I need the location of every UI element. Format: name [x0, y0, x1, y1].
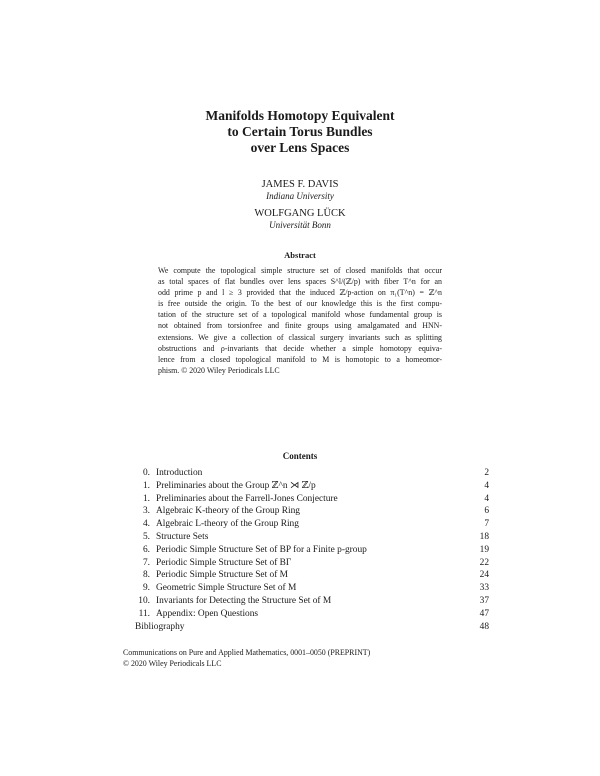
toc-title: Periodic Simple Structure Set of M — [156, 570, 289, 581]
abstract-line: not obtained from torsionfree and finite groups using amalgamated and HNN- — [158, 321, 442, 331]
title-line: Manifolds Homotopy Equivalent — [205, 108, 395, 123]
toc-title: Bibliography — [135, 621, 185, 632]
toc-number: 0. — [142, 468, 150, 478]
toc-page-number: 18 — [479, 531, 489, 542]
toc-number: 8. — [142, 570, 150, 581]
author-affiliation: Universität Bonn — [269, 220, 331, 230]
toc-title: Invariants for Detecting the Structure Set of M — [156, 595, 332, 606]
toc-page-number: 2 — [484, 468, 489, 478]
copyright-line: © 2020 Wiley Periodicals LLC — [123, 659, 222, 668]
toc-entry[interactable] — [135, 557, 489, 570]
abstract-line: lence from a closed topological manifold to M is homotopic to a homeomor- — [158, 354, 442, 364]
toc-entry[interactable] — [135, 569, 489, 582]
toc-title: Algebraic K-theory of the Group Ring — [156, 506, 300, 517]
author-name: WOLFGANG LÜCK — [254, 208, 346, 219]
toc-page-number: 33 — [479, 583, 489, 594]
abstract-line: tation of the structure set of a topological manifold whose fundamental group is — [158, 310, 442, 320]
abstract-line: extensions. We give a collection of classical surgery invariants such as splitting — [158, 332, 442, 342]
toc-page-number: 4 — [484, 480, 489, 491]
toc-number: 5. — [142, 531, 150, 542]
toc-entry[interactable] — [135, 480, 489, 493]
toc-page-number: 22 — [479, 557, 489, 568]
toc-title: Periodic Simple Structure Set of BΓ — [156, 557, 292, 568]
abstract-line: We compute the topological simple structure set of closed manifolds that occur — [158, 266, 442, 275]
toc-number: 6. — [142, 544, 150, 555]
toc-title: Geometric Simple Structure Set of M — [156, 583, 297, 594]
abstract-line: is free outside the origin. To the best of our knowledge this is the first compu- — [158, 299, 442, 309]
journal-line: Communications on Pure and Applied Mathematics, 0001–0050 (PREPRINT) — [123, 648, 371, 657]
author-name: JAMES F. DAVIS — [261, 179, 339, 190]
toc-number: 1. — [142, 480, 150, 491]
toc-page-number: 47 — [479, 608, 489, 619]
toc-entry[interactable] — [135, 467, 489, 480]
toc-title: Periodic Simple Structure Set of BP for a Finite p-group — [156, 544, 367, 555]
toc-number: 9. — [142, 583, 150, 594]
toc-number: 11. — [138, 608, 150, 619]
toc-page-number: 48 — [479, 621, 489, 632]
toc-page-number: 19 — [479, 544, 489, 555]
abstract-body — [158, 265, 442, 376]
title-line: over Lens Spaces — [250, 140, 350, 155]
toc-number: 7. — [142, 557, 150, 568]
table-of-contents — [135, 467, 489, 633]
toc-entry[interactable] — [135, 544, 489, 557]
contents-heading: Contents — [282, 451, 318, 461]
toc-title: Algebraic L-theory of the Group Ring — [156, 519, 299, 530]
toc-page-number: 6 — [484, 506, 489, 517]
toc-entry[interactable] — [135, 505, 489, 518]
title-line: to Certain Torus Bundles — [227, 124, 373, 139]
toc-title: Appendix: Open Questions — [156, 608, 259, 619]
toc-number: 1. — [142, 493, 150, 504]
abstract-line: phism. © 2020 Wiley Periodicals LLC — [158, 365, 280, 375]
author-affiliation: Indiana University — [266, 191, 334, 201]
toc-entry[interactable] — [135, 621, 489, 634]
toc-number: 3. — [142, 506, 150, 517]
toc-title: Introduction — [156, 468, 203, 478]
abstract-line: odd prime p and l ≥ 3 provided that the induced ℤ/p-action on π₁(T^n) = ℤ^n — [158, 288, 442, 298]
toc-entry[interactable] — [135, 493, 489, 506]
toc-page-number: 4 — [484, 493, 489, 504]
toc-entry[interactable] — [135, 582, 489, 595]
toc-page-number: 24 — [479, 570, 489, 581]
paper-title — [0, 108, 600, 156]
toc-number: 10. — [138, 595, 150, 606]
abstract-heading: Abstract — [284, 250, 316, 260]
toc-entry[interactable] — [135, 518, 489, 531]
toc-entry[interactable] — [135, 531, 489, 544]
toc-entry[interactable] — [135, 608, 489, 621]
abstract-line: obstructions and ρ-invariants that decide whether a simple homotopy equiva- — [158, 343, 442, 353]
toc-page-number: 37 — [479, 595, 489, 606]
toc-number: 4. — [142, 519, 150, 530]
page-footer — [123, 647, 370, 669]
abstract-line: as total spaces of flat bundles over lens spaces S^l/(ℤ/p) with fiber T^n for an — [158, 277, 442, 287]
toc-title: Structure Sets — [156, 531, 209, 542]
toc-page-number: 7 — [484, 519, 489, 530]
toc-entry[interactable] — [135, 595, 489, 608]
toc-title: Preliminaries about the Farrell-Jones Conjecture — [156, 493, 338, 504]
toc-title: Preliminaries about the Group ℤ^n ⋊ ℤ/p — [156, 480, 316, 491]
